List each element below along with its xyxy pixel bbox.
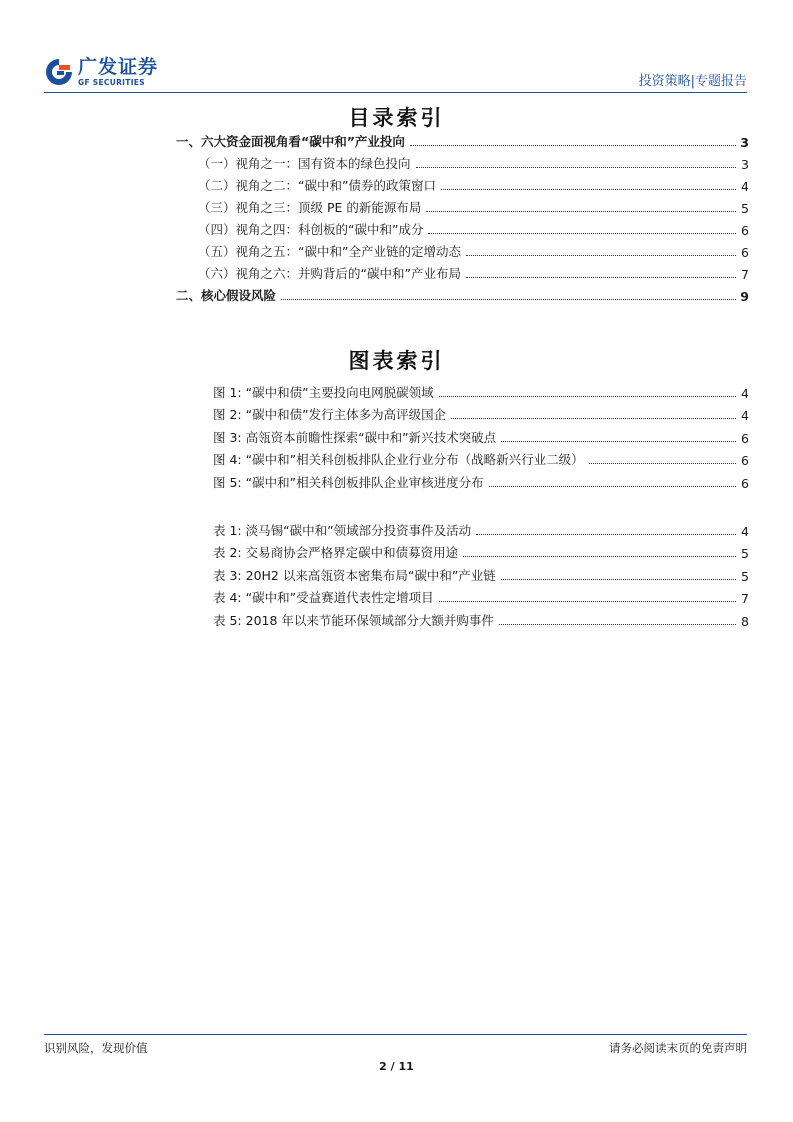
table-entry-label: 表 1: 淡马锡“碳中和”领域部分投资事件及活动 [213, 522, 472, 538]
table-entry-page: 5 [741, 546, 749, 561]
leader-dots [463, 556, 736, 557]
leader-dots [281, 299, 736, 300]
toc-entry-label: （一）视角之一：国有资本的绿色投向 [198, 156, 411, 171]
toc-entry-label: 二、核心假设风险 [176, 288, 277, 303]
table-entry-label: 表 2: 交易商协会严格界定碳中和债募资用途 [213, 545, 459, 560]
toc-entry-page: 7 [741, 267, 749, 282]
table-entry[interactable] [213, 539, 749, 562]
chart-entry-page: 4 [741, 385, 749, 401]
page-header [44, 52, 747, 92]
chart-entry[interactable] [213, 401, 749, 424]
logo-english-name: GF SECURITIES [78, 77, 145, 87]
leader-dots [501, 579, 736, 580]
table-entry[interactable] [213, 516, 749, 539]
toc-entry[interactable] [176, 128, 749, 150]
toc-entry[interactable] [176, 216, 749, 238]
table-entry-page: 5 [741, 568, 749, 584]
leader-dots [466, 255, 736, 256]
chart-entry-label: 图 1: “碳中和债”主要投向电网脱碳领域 [213, 384, 434, 400]
toc-entry[interactable] [176, 282, 749, 304]
toc-entry-page: 6 [741, 245, 749, 260]
report-category: 投资策略|专题报告 [638, 74, 747, 89]
table-entry[interactable] [213, 561, 749, 584]
footer-disclaimer: 请务必阅读末页的免责声明 [609, 1041, 747, 1055]
table-of-contents [176, 128, 749, 304]
leader-dots [426, 211, 736, 212]
figures-index-title: 图表索引 [348, 349, 445, 373]
gf-securities-logo [44, 52, 158, 92]
leader-dots [441, 189, 736, 190]
leader-dots [439, 601, 736, 602]
gf-logo-icon [44, 57, 74, 87]
leader-dots [466, 277, 736, 278]
toc-entry-label: （五）视角之五：“碳中和”全产业链的定增动态 [198, 244, 461, 259]
chart-entry-page: 6 [741, 430, 749, 446]
table-entry-label: 表 5: 2018 年以来节能环保领域部分大额并购事件 [213, 612, 494, 628]
leader-dots [489, 486, 736, 487]
header-rule [44, 92, 747, 93]
table-entry[interactable] [213, 606, 749, 629]
toc-entry-page: 6 [741, 223, 749, 238]
toc-entry-page: 3 [740, 135, 749, 150]
toc-entry[interactable] [176, 172, 749, 194]
leader-dots [501, 441, 736, 442]
page-number: 2 / 11 [379, 1060, 414, 1073]
toc-entry-label: （六）视角之六：并购背后的“碳中和”产业布局 [198, 266, 461, 281]
table-entry-page: 8 [741, 613, 749, 629]
chart-entry-label: 图 3: 高瓴资本前瞻性探索“碳中和”新兴技术突破点 [213, 429, 497, 445]
leader-dots [451, 418, 736, 419]
toc-entry[interactable] [176, 260, 749, 282]
table-entry-label: 表 3: 20H2 以来高瓴资本密集布局“碳中和”产业链 [213, 567, 496, 583]
logo-chinese-name: 广发证券 [78, 55, 159, 78]
chart-entry-label: 图 5: “碳中和”相关科创板排队企业审核进度分布 [213, 474, 484, 490]
toc-title: 目录索引 [348, 106, 445, 130]
footer-rule [44, 1034, 747, 1035]
toc-entry-label: （四）视角之四：科创板的“碳中和”成分 [198, 222, 424, 237]
chart-entry[interactable] [213, 423, 749, 446]
table-entry-page: 4 [741, 523, 749, 539]
leader-dots [499, 624, 736, 625]
leader-dots [439, 396, 736, 397]
footer-slogan: 识别风险，发现价值 [44, 1041, 148, 1055]
toc-entry-page: 9 [740, 289, 749, 304]
table-index [213, 516, 749, 629]
toc-entry[interactable] [176, 194, 749, 216]
leader-dots [416, 167, 736, 168]
leader-dots [476, 534, 736, 535]
table-entry[interactable] [213, 584, 749, 607]
toc-entry-page: 4 [741, 179, 749, 194]
toc-entry-label: 一、六大资金面视角看“碳中和”产业投向 [176, 134, 405, 149]
toc-entry[interactable] [176, 150, 749, 172]
table-entry-page: 7 [741, 591, 749, 606]
chart-entry[interactable] [213, 446, 749, 469]
leader-dots [410, 145, 736, 146]
chart-entry-page: 4 [741, 408, 749, 423]
chart-entry-label: 图 4: “碳中和”相关科创板排队企业行业分布（战略新兴行业二级） [213, 452, 584, 467]
toc-entry[interactable] [176, 238, 749, 260]
chart-entry[interactable] [213, 468, 749, 491]
chart-index [213, 378, 749, 491]
leader-dots [589, 463, 736, 464]
chart-entry[interactable] [213, 378, 749, 401]
toc-entry-page: 3 [741, 157, 749, 172]
toc-entry-page: 5 [741, 201, 749, 216]
table-entry-label: 表 4: “碳中和”受益赛道代表性定增项目 [213, 590, 434, 605]
chart-entry-page: 6 [741, 453, 749, 468]
chart-entry-label: 图 2: “碳中和债”发行主体多为高评级国企 [213, 407, 447, 422]
chart-entry-page: 6 [741, 475, 749, 491]
toc-entry-label: （三）视角之三：顶级 PE 的新能源布局 [198, 200, 422, 215]
toc-entry-label: （二）视角之二：“碳中和”债券的政策窗口 [198, 178, 436, 193]
leader-dots [428, 233, 736, 234]
